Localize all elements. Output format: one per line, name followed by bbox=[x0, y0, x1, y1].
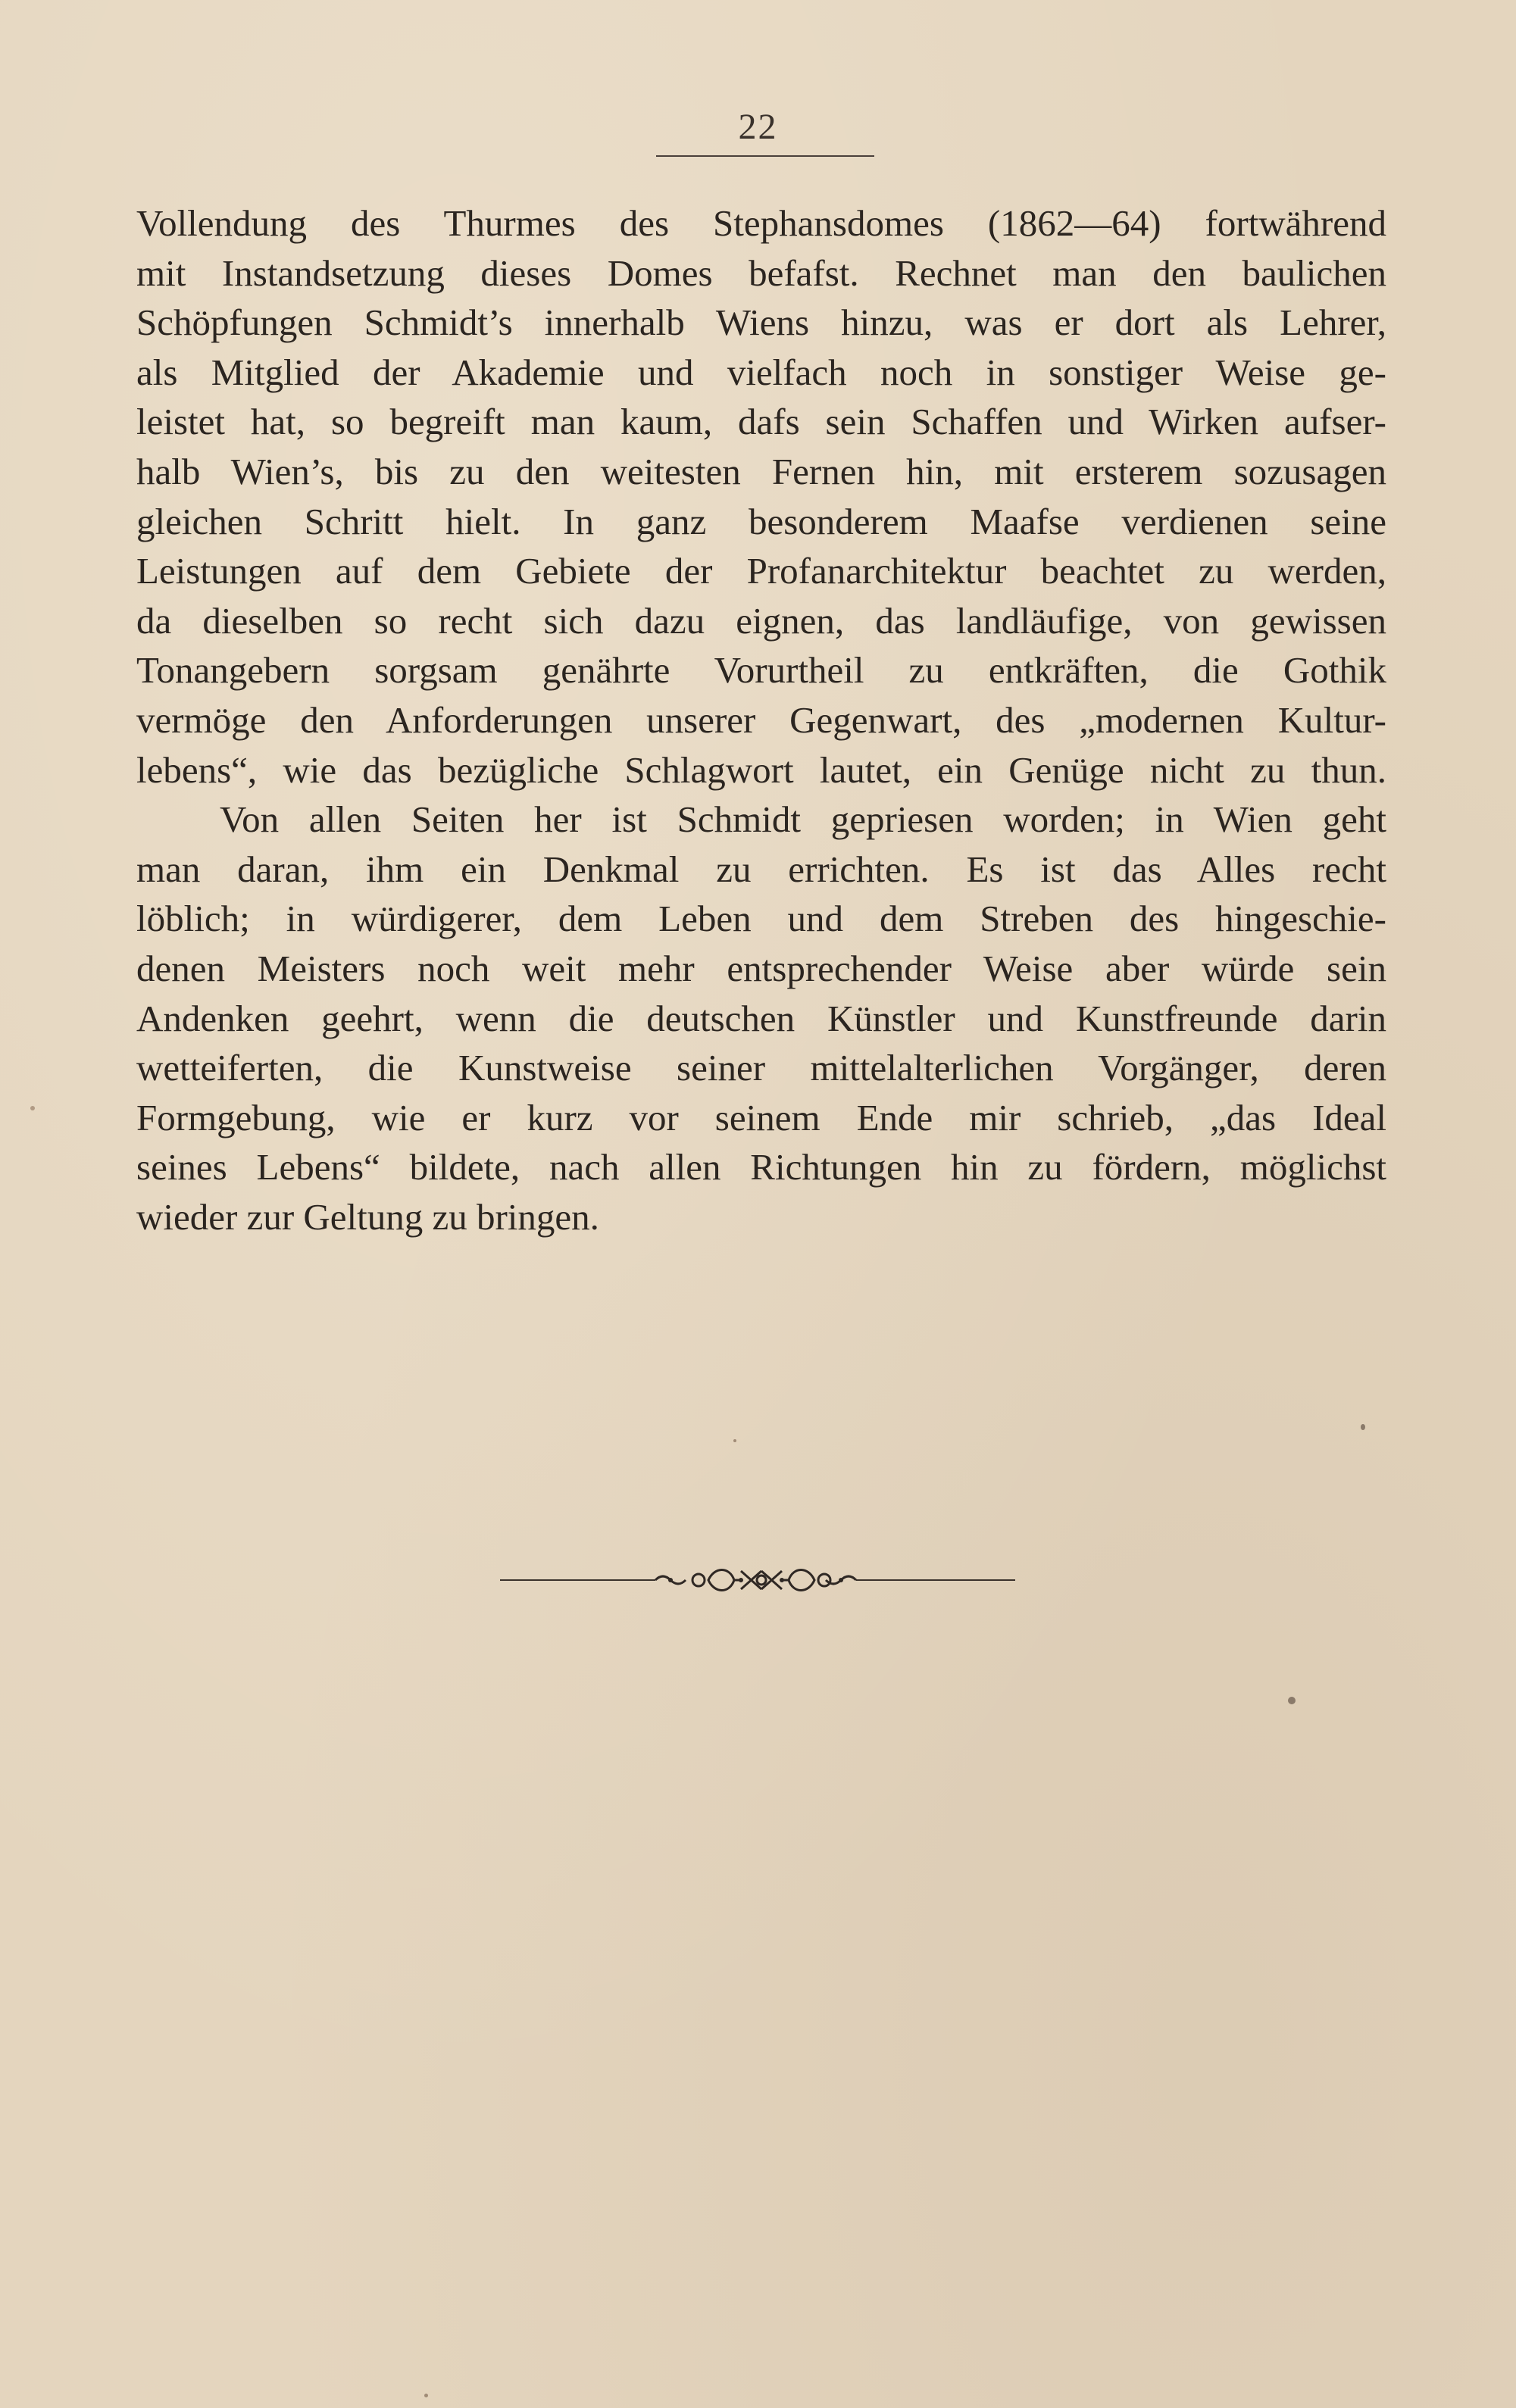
page-number: 22 bbox=[738, 107, 778, 147]
text-line: Vollendung des Thurmes des Stephansdomes (1862—64) fortwährend bbox=[136, 202, 1386, 244]
text-line: Von allen Seiten her ist Schmidt gepriesen worden; in Wien geht bbox=[220, 798, 1386, 841]
paper-speck bbox=[733, 1439, 736, 1442]
text-line: leistet hat, so begreift man kaum, dafs sein Schaffen und Wirken aufser- bbox=[136, 401, 1386, 443]
text-line: Formgebung, wie er kurz vor seinem Ende mir schrieb, „das Ideal bbox=[136, 1096, 1386, 1138]
text-line: vermöge den Anforderungen unserer Gegenwart, des „modernen Kultur- bbox=[136, 698, 1386, 741]
paper-speck bbox=[424, 2394, 428, 2397]
text-line: Andenken geehrt, wenn die deutschen Künstler und Kunstfreunde darin bbox=[136, 997, 1386, 1039]
text-line: Tonangebern sorgsam genährte Vorurtheil zu entkräften, die Gothik bbox=[136, 649, 1386, 692]
ornamental-divider-icon bbox=[500, 1560, 1023, 1600]
text-line: man daran, ihm ein Denkmal zu errichten. Es ist das Alles recht bbox=[136, 848, 1386, 890]
text-line: mit Instandsetzung dieses Domes befafst. Rechnet man den baulichen bbox=[136, 251, 1386, 294]
text-line: denen Meisters noch weit mehr entsprechender Weise aber würde sein bbox=[136, 947, 1386, 989]
text-line: lebens“, wie das bezügliche Schlagwort lautet, ein Genüge nicht zu thun. bbox=[136, 748, 1386, 791]
paper-speck bbox=[30, 1106, 35, 1110]
page-number-rule bbox=[656, 155, 874, 157]
text-line: als Mitglied der Akademie und vielfach noch in sonstiger Weise ge- bbox=[136, 351, 1386, 393]
text-line: wetteiferten, die Kunstweise seiner mittelalterlichen Vorgänger, deren bbox=[136, 1047, 1386, 1089]
paper-speck bbox=[1361, 1424, 1365, 1430]
text-line: seines Lebens“ bildete, nach allen Richtungen hin zu fördern, möglichst bbox=[136, 1146, 1386, 1188]
text-line: Schöpfungen Schmidt’s innerhalb Wiens hinzu, was er dort als Lehrer, bbox=[136, 301, 1386, 344]
text-line: da dieselben so recht sich dazu eignen, das landläufige, von gewissen bbox=[136, 599, 1386, 642]
body-text bbox=[136, 198, 1386, 1241]
paper-speck bbox=[1288, 1697, 1296, 1704]
text-line: Leistungen auf dem Gebiete der Profanarchitektur beachtet zu werden, bbox=[136, 550, 1386, 592]
text-line: löblich; in würdigerer, dem Leben und dem Streben des hingeschie- bbox=[136, 898, 1386, 940]
text-line: wieder zur Geltung zu bringen. bbox=[136, 1195, 599, 1238]
text-line: halb Wien’s, bis zu den weitesten Fernen hin, mit ersterem sozusagen bbox=[136, 450, 1386, 492]
text-line: gleichen Schritt hielt. In ganz besonderem Maafse verdienen seine bbox=[136, 500, 1386, 542]
